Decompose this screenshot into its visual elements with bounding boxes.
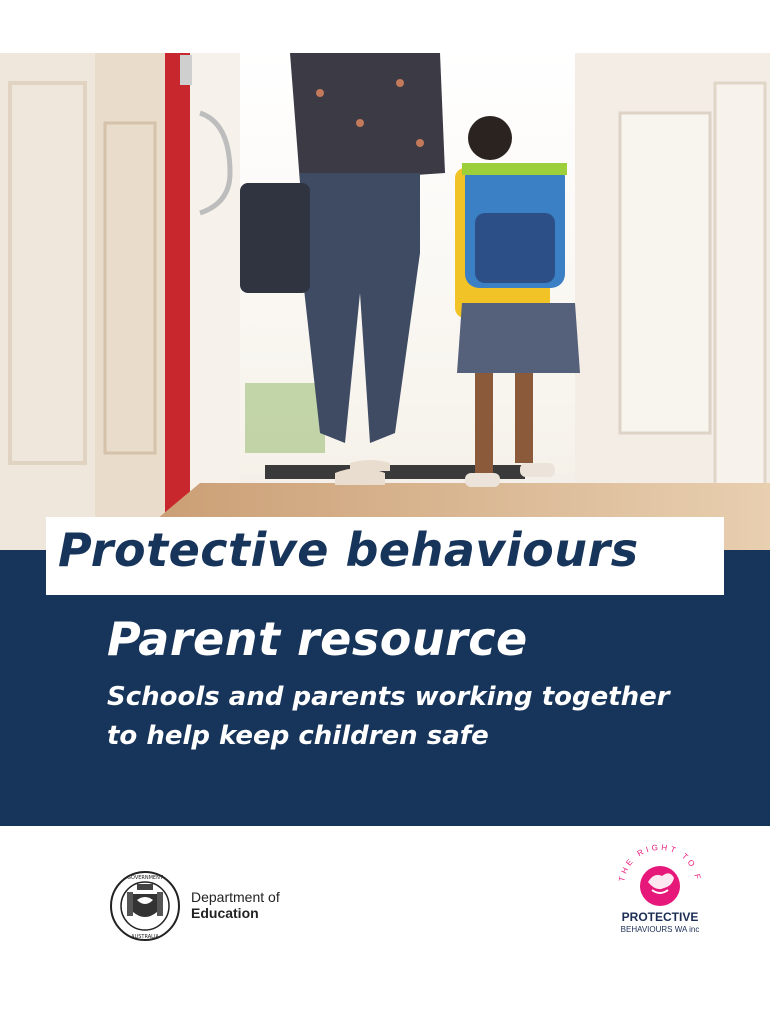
protective-behaviours-hand-icon (612, 842, 708, 908)
document-title: Protective behaviours (58, 523, 639, 577)
wa-government-crest-icon (107, 870, 183, 942)
protective-behaviours-name: PROTECTIVE (621, 910, 699, 924)
department-name (191, 889, 280, 921)
protective-behaviours-logo (612, 842, 708, 942)
svg-text:AUSTRALIA: AUSTRALIA (131, 934, 159, 940)
title-box (46, 517, 724, 595)
department-line-2: Education (191, 905, 259, 921)
tagline-line-1: Schools and parents working together (107, 682, 670, 712)
parent-and-child-photo (0, 53, 770, 550)
svg-text:THE RIGHT TO FEEL SAFE: THE RIGHT TO F (617, 842, 703, 883)
document-tagline (107, 678, 747, 756)
svg-text:GOVERNMENT: GOVERNMENT (127, 875, 163, 881)
protective-behaviours-sub: BEHAVIOURS WA inc (620, 925, 700, 934)
tagline-line-2: to help keep children safe (107, 721, 489, 751)
department-of-education-logo (107, 870, 297, 942)
department-line-1: Department of (191, 889, 280, 905)
document-subtitle: Parent resource (107, 612, 528, 666)
cover-photo (0, 53, 770, 550)
